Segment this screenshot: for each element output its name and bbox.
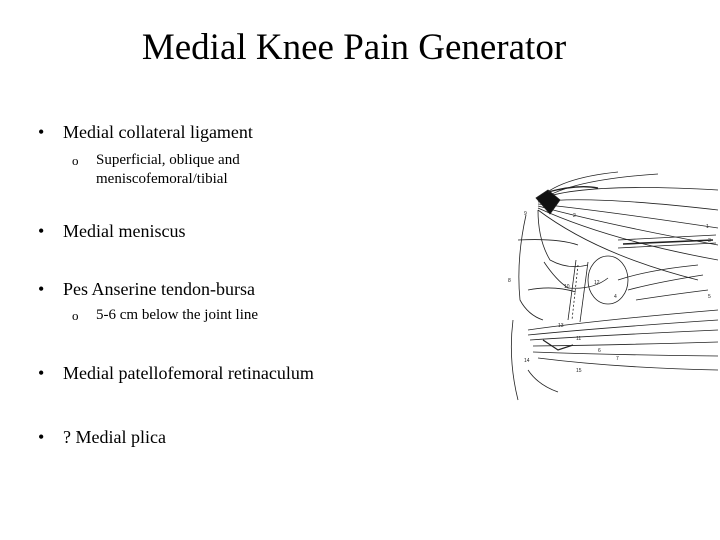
figure-label: 7 bbox=[616, 356, 619, 362]
figure-label: 2 bbox=[573, 213, 576, 219]
figure-label: 1 bbox=[706, 224, 709, 230]
bullet-text: ? Medial plica bbox=[63, 427, 166, 447]
subbullet-marker: o bbox=[72, 153, 79, 168]
figure-label: 4 bbox=[614, 294, 617, 300]
bullet-text: Medial meniscus bbox=[63, 221, 186, 241]
figure-label: 9 bbox=[524, 211, 527, 217]
bullet-text: Pes Anserine tendon-bursa bbox=[63, 279, 255, 299]
figure-label: 15 bbox=[576, 368, 582, 374]
subbullet-marker: o bbox=[72, 308, 79, 323]
figure-label: 14 bbox=[524, 358, 530, 364]
bullet-marker: • bbox=[38, 221, 45, 241]
subbullet-line-2: meniscofemoral/tibial bbox=[96, 171, 228, 187]
figure-label: 3 bbox=[708, 238, 711, 244]
subbullet-line-1: Superficial, oblique and bbox=[96, 152, 240, 168]
bullet-marker: • bbox=[38, 279, 45, 299]
figure-label: 11 bbox=[576, 336, 582, 342]
figure-label: 13 bbox=[558, 323, 564, 329]
slide-title bbox=[0, 26, 720, 70]
title-text: Medial Knee Pain Generator bbox=[141, 27, 567, 68]
bullet-marker: • bbox=[38, 427, 45, 447]
bullet-text: Medial collateral ligament bbox=[63, 122, 253, 142]
bullet-marker: • bbox=[38, 122, 45, 142]
bullet-marker: • bbox=[38, 363, 45, 383]
subbullet-text: 5-6 cm below the joint line bbox=[96, 307, 259, 323]
figure-label: 5 bbox=[708, 294, 711, 300]
figure-label: 10 bbox=[564, 284, 570, 290]
figure-label: 6 bbox=[598, 348, 601, 354]
figure-label: 8 bbox=[508, 278, 511, 284]
medial-knee-anatomy-illustration bbox=[498, 170, 718, 410]
bullet-text: Medial patellofemoral retinaculum bbox=[63, 363, 314, 383]
figure-label: 12 bbox=[594, 280, 600, 286]
subbullet-text bbox=[96, 151, 296, 189]
